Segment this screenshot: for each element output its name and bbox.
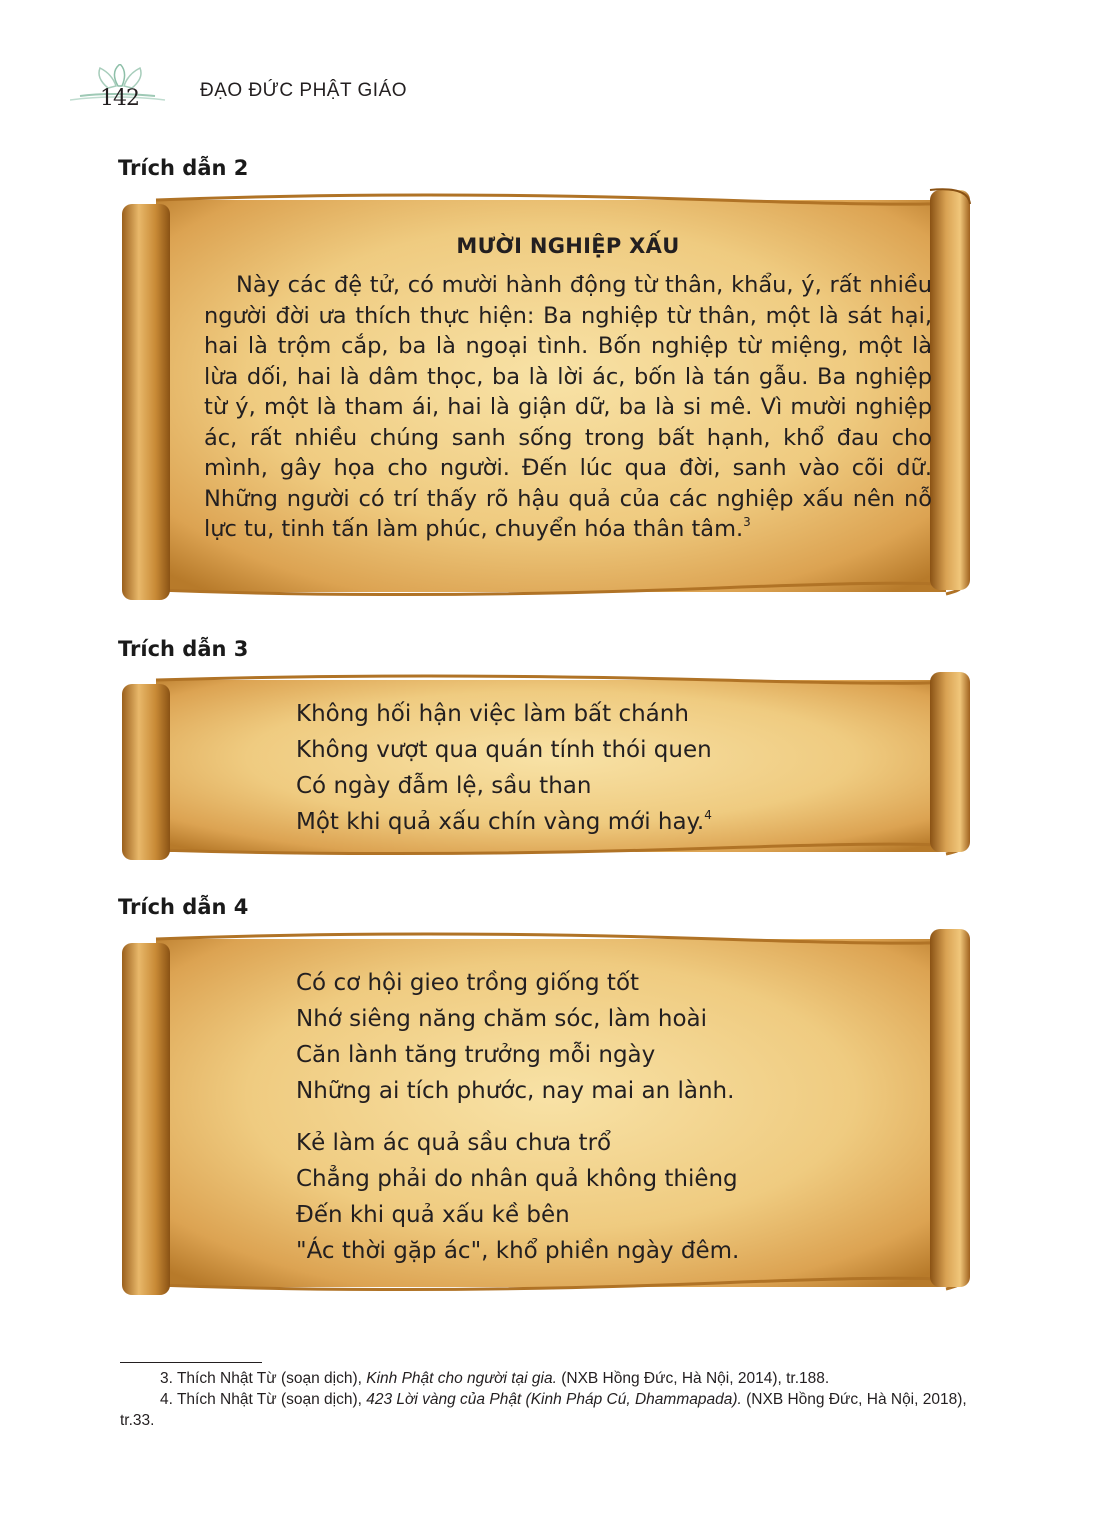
book-title: ĐẠO ĐỨC PHẬT GIÁO	[200, 80, 408, 101]
footnote-ref[interactable]: 4	[704, 808, 712, 822]
verse-line: Không hối hận việc làm bất chánh	[296, 701, 689, 727]
verse-line: Căn lành tăng trưởng mỗi ngày	[296, 1042, 656, 1068]
quote-2-heading: Trích dẫn 2	[118, 156, 249, 180]
verse-line: Những ai tích phước, nay mai an lành.	[296, 1078, 735, 1104]
quote-title: MƯỜI NGHIỆP XẤU	[456, 234, 680, 258]
quote-paragraph	[204, 270, 932, 545]
footnote-text: (NXB Hồng Đức, Hà Nội, 2014), tr.188.	[556, 1370, 830, 1387]
footnote-text: 3. Thích Nhật Từ (soạn dịch),	[160, 1370, 367, 1387]
page-header	[70, 64, 490, 114]
verse-line: Không vượt qua quán tính thói quen	[296, 737, 712, 763]
stanza-gap	[296, 1109, 916, 1125]
verse-block	[296, 696, 916, 840]
verse-line	[296, 804, 916, 840]
verse-line-text: Một khi quả xấu chín vàng mới hay.	[296, 809, 705, 835]
footnotes	[120, 1368, 988, 1431]
quote-4-scroll	[118, 925, 976, 1300]
quote-3-heading: Trích dẫn 3	[118, 637, 249, 661]
verse-line: "Ác thời gặp ác", khổ phiền ngày đêm.	[296, 1238, 740, 1264]
footnote-ref[interactable]: 3	[743, 515, 751, 529]
verse-line: Đến khi quả xấu kề bên	[296, 1202, 570, 1228]
footnote-text: 4. Thích Nhật Từ (soạn dịch),	[160, 1391, 367, 1408]
quote-2-scroll	[118, 186, 976, 606]
verse-line: Kẻ làm ác quả sầu chưa trổ	[296, 1130, 612, 1156]
footnote-divider	[120, 1362, 262, 1363]
verse-line: Có ngày đẫm lệ, sầu than	[296, 773, 592, 799]
footnote-4	[120, 1389, 988, 1431]
footnote-3	[120, 1368, 988, 1389]
quote-4-heading: Trích dẫn 4	[118, 895, 249, 919]
footnote-text: (NXB Hồng Đức, Hà Nội, 2018), tr.33.	[120, 1391, 967, 1429]
verse-line: Chẳng phải do nhân quả không thiêng	[296, 1166, 738, 1192]
quote-3-scroll	[118, 668, 976, 864]
quote-paragraph-text: Này các đệ tử, có mười hành động từ thân, khẩu, ý, rất nhiều người đời ưa thích thực hiện: Ba nghiệp từ thân, một là sát hại, hai là trộm cắp, ba là ngoại tình. Bốn nghiệp từ miệng, một là lừa dối, hai là dâm thọc, ba là lời ác, bốn là tán gẫu. Ba nghiệp từ ý, một là tham ái, hai là giận dữ, ba là si mê. Vì mười nghiệp ác, rất nhiều chúng sanh sống trong bất hạnh, khổ đau cho mình, gây họa cho người. Đến lúc qua đời, sanh vào cõi dữ. Những người có trí thấy rõ hậu quả của các nghiệp xấu nên nỗ lực tu, tinh tấn làm phúc, chuyển hóa thân tâm.	[204, 272, 932, 542]
verse-line: Nhớ siêng năng chăm sóc, làm hoài	[296, 1006, 708, 1032]
page-number: 142	[100, 86, 139, 111]
verse-line: Có cơ hội gieo trồng giống tốt	[296, 970, 640, 996]
footnote-book-title: 423 Lời vàng của Phật (Kinh Pháp Cú, Dhammapada).	[366, 1391, 742, 1408]
footnote-book-title: Kinh Phật cho người tại gia.	[366, 1370, 557, 1387]
verse-block	[296, 965, 916, 1269]
